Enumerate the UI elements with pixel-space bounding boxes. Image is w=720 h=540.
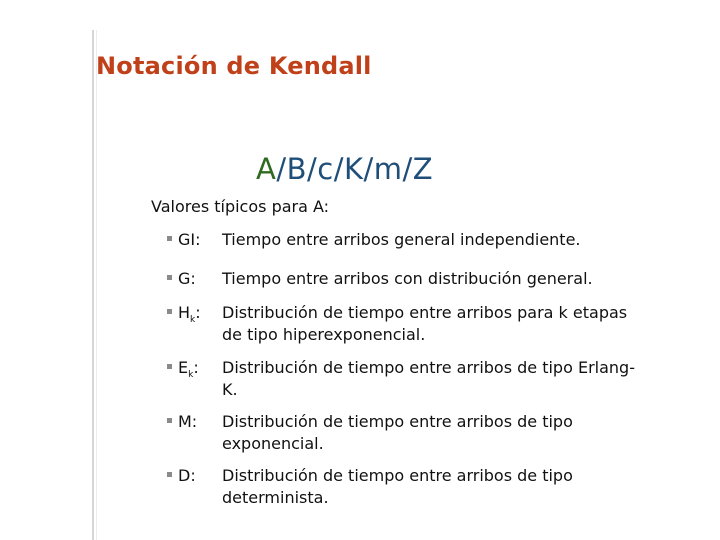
bullet-icon [167, 275, 175, 280]
slide-border-line-inner [96, 30, 97, 540]
list-item-d [167, 465, 687, 519]
list-item-gi [167, 229, 687, 268]
slide-border-line [92, 30, 94, 540]
bullet-icon [167, 472, 175, 477]
values-list [167, 229, 687, 519]
bullet-icon [167, 364, 175, 369]
item-code: $E_k$: [178, 358, 199, 381]
item-code: D: [178, 466, 196, 485]
item-description: Tiempo entre arribos general independiente. [222, 230, 581, 249]
item-description: Distribución de tiempo entre arribos de tipo determinista. [222, 466, 573, 507]
bullet-icon [167, 309, 175, 314]
item-code: $H_k$: [178, 303, 201, 326]
item-code: G: [178, 269, 196, 288]
item-description: Distribución de tiempo entre arribos de tipo Erlang-K. [222, 358, 635, 399]
list-item-ek [167, 357, 687, 411]
item-description: Tiempo entre arribos con distribución general. [222, 269, 593, 288]
notation-rest: /B/c/K/m/Z [276, 152, 434, 186]
bullet-icon [167, 236, 175, 241]
slide-title: Notación de Kendall [96, 52, 372, 80]
list-item-g [167, 268, 687, 302]
notation-a-highlight: A [256, 152, 277, 186]
item-description: Distribución de tiempo entre arribos de tipo exponencial. [222, 412, 573, 453]
list-item-hk [167, 302, 687, 357]
subtitle: Valores típicos para A: [151, 197, 330, 216]
item-code: M: [178, 412, 198, 431]
kendall-notation [256, 152, 433, 186]
bullet-icon [167, 418, 175, 423]
list-item-m [167, 411, 687, 465]
item-code: GI: [178, 230, 201, 249]
item-description: Distribución de tiempo entre arribos para k etapas de tipo hiperexponencial. [222, 303, 628, 344]
